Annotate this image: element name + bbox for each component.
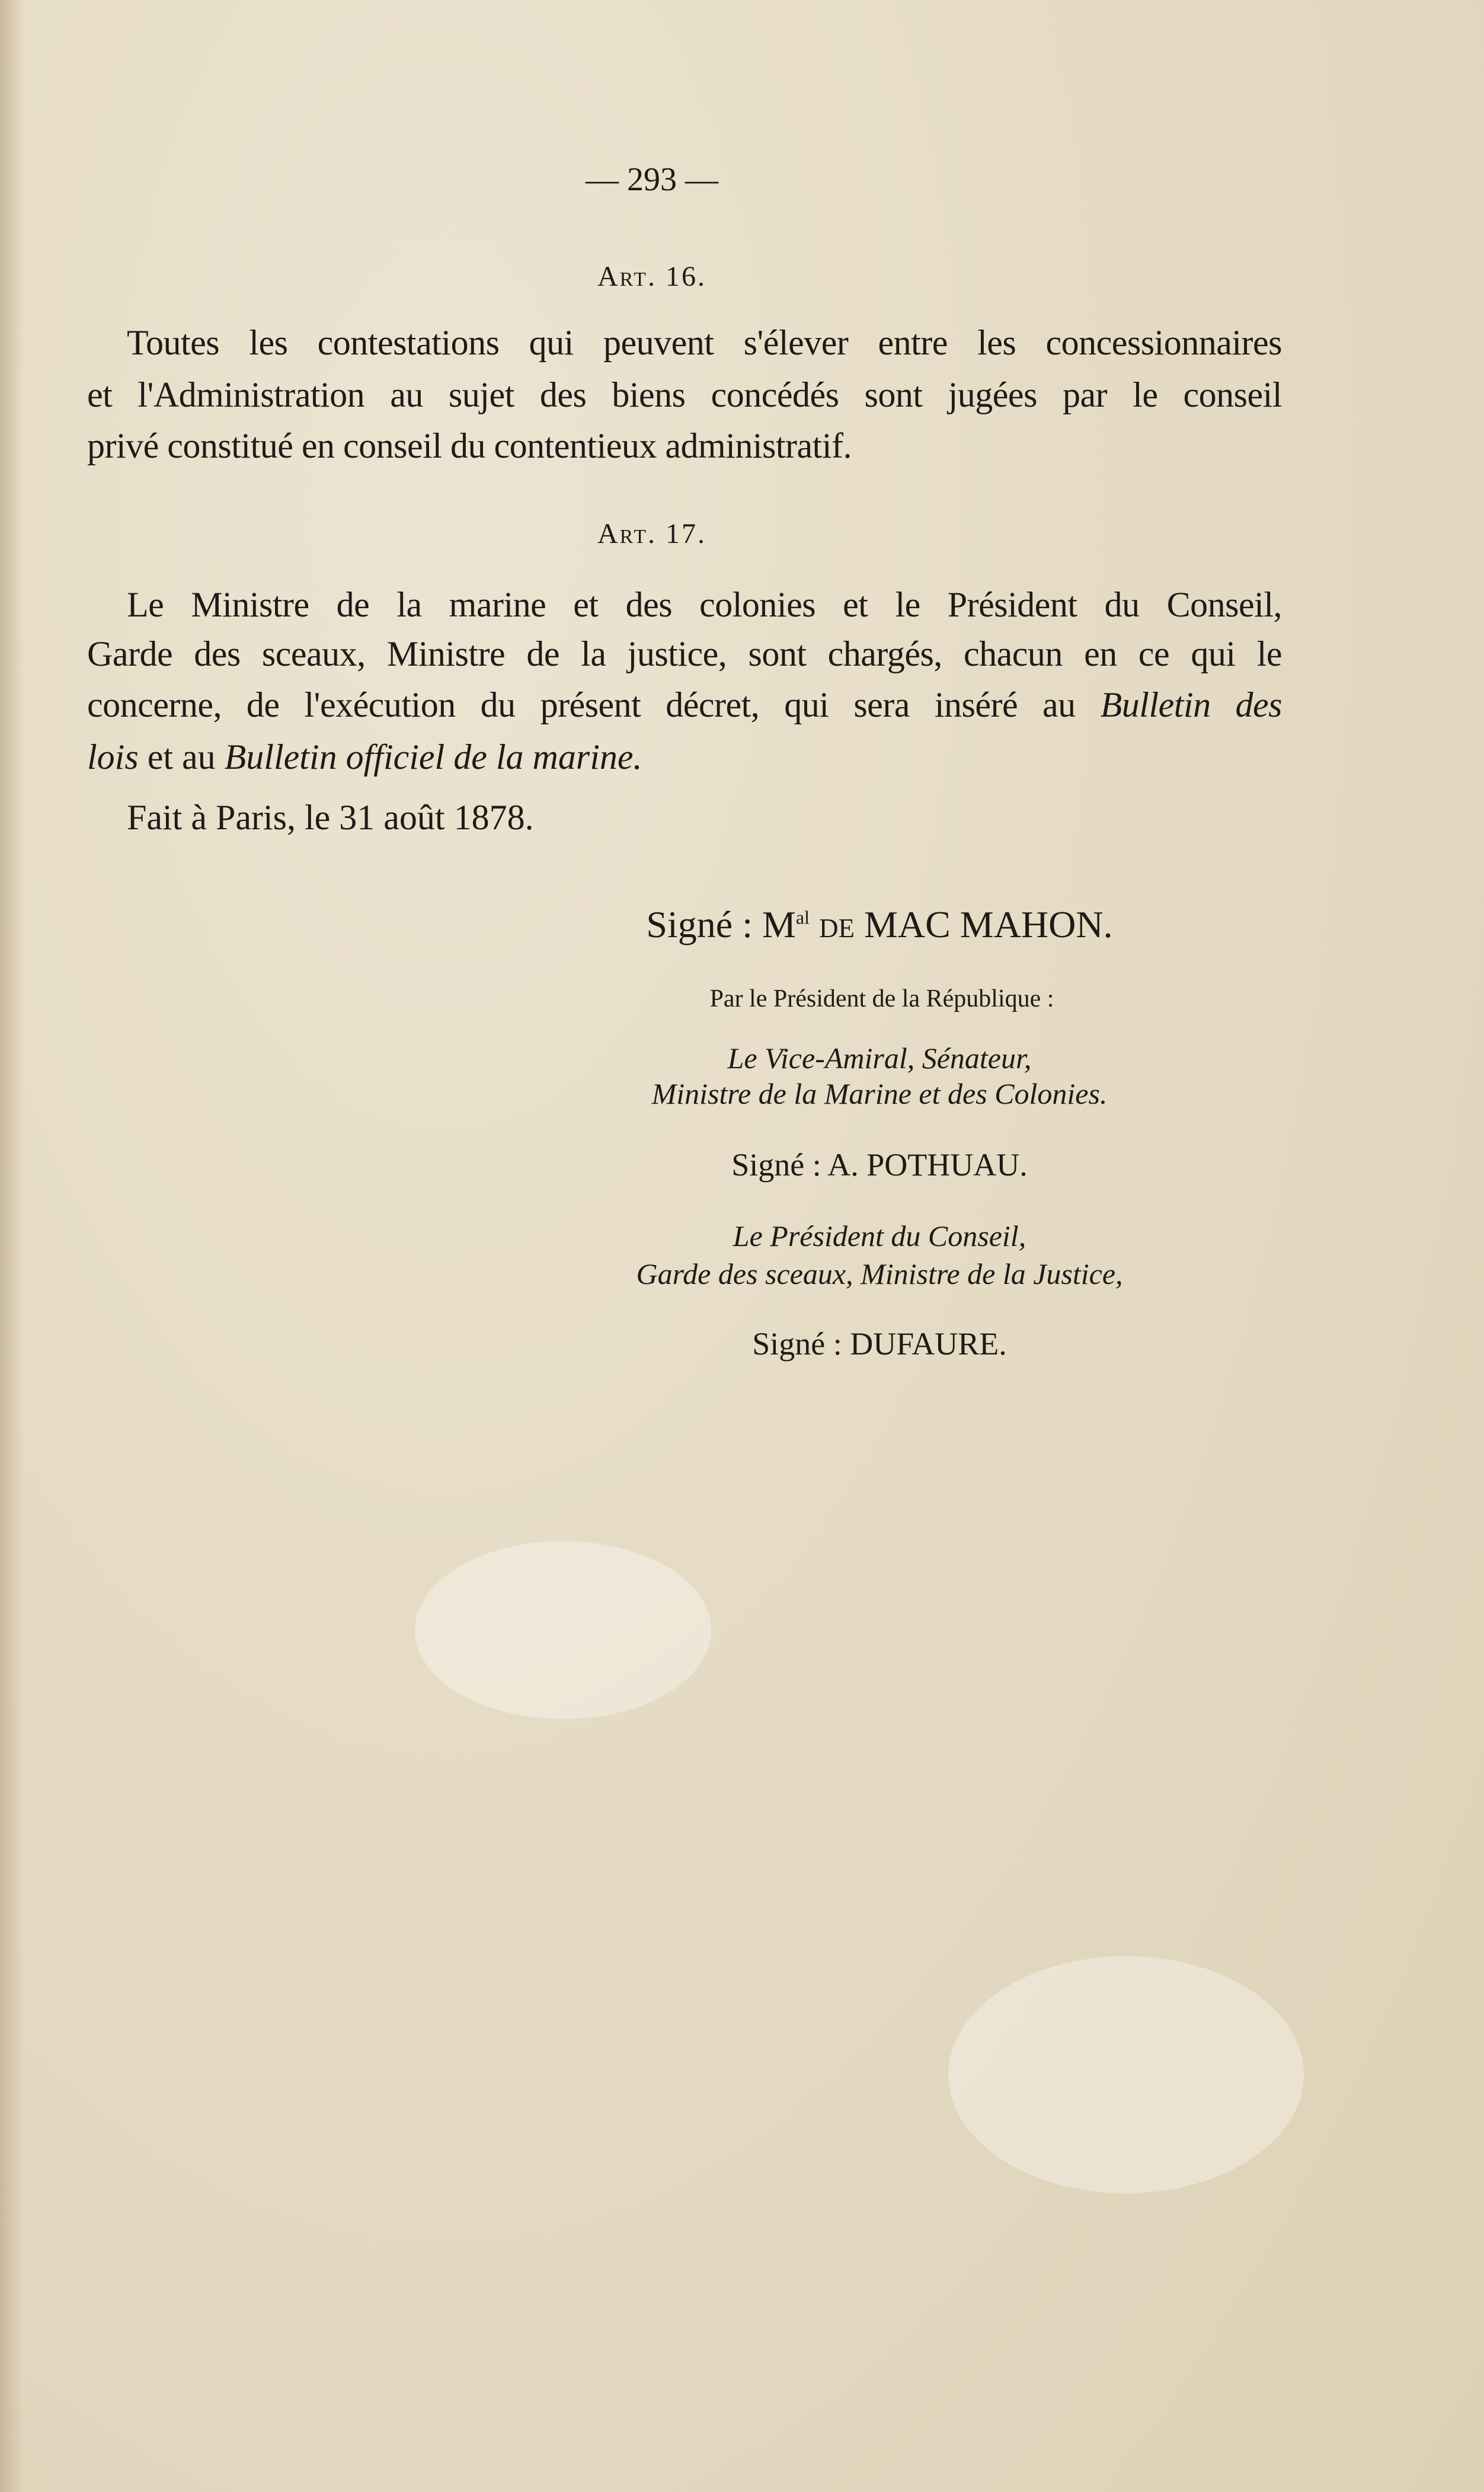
date-line: Fait à Paris, le 31 août 1878. [127, 798, 534, 837]
article-17-heading: Art. 17. [597, 518, 707, 549]
minister2-title: Le Président du Conseil, [733, 1219, 1026, 1253]
article-16-heading: Art. 16. [597, 261, 707, 292]
minister1-title: Ministre de la Marine et des Colonies. [651, 1077, 1108, 1110]
page-edge-shadow [0, 0, 24, 2492]
article-16-line: et l'Administration au sujet des biens concédés sont jugées par le conseil [87, 375, 1282, 414]
article-17-line [87, 687, 1282, 723]
paper-stain [415, 1541, 711, 1719]
signed-label: Signé : M [646, 903, 796, 945]
text-italic: Bulletin officiel de la marine. [224, 737, 642, 777]
signatory-name: MAC MAHON. [863, 903, 1113, 945]
page-number: — 293 — [586, 161, 718, 198]
article-16-line: privé constitué en conseil du contentieux administratif. [87, 426, 852, 465]
article-16-line: Toutes les contestations qui peuvent s'élever entre les concessionnaires [127, 323, 1282, 362]
minister2-title: Garde des sceaux, Ministre de la Justice, [636, 1257, 1123, 1290]
par-le-president: Par le Président de la République : [709, 985, 1054, 1012]
signature-dufaure: Signé : DUFAURE. [752, 1326, 1007, 1362]
text-roman: concerne, de l'exécution du présent décret, qui sera inséré au [87, 685, 1101, 724]
paper-stain [948, 1956, 1304, 2193]
article-17-line [87, 739, 642, 775]
text-italic: lois [87, 737, 139, 777]
particle: de [809, 903, 864, 945]
minister1-title: Le Vice-Amiral, Sénateur, [727, 1041, 1032, 1075]
article-17-line: Garde des sceaux, Ministre de la justice, sont chargés, chacun en ce qui le [87, 634, 1282, 673]
superscript: al [795, 906, 810, 928]
text-italic: Bulletin des [1100, 685, 1282, 724]
article-17-line: Le Ministre de la marine et des colonies et le Président du Conseil, [127, 585, 1282, 624]
signature-pothuau: Signé : A. POTHUAU. [731, 1147, 1028, 1183]
text-roman: et au [138, 737, 225, 777]
signature-president [646, 903, 1113, 945]
